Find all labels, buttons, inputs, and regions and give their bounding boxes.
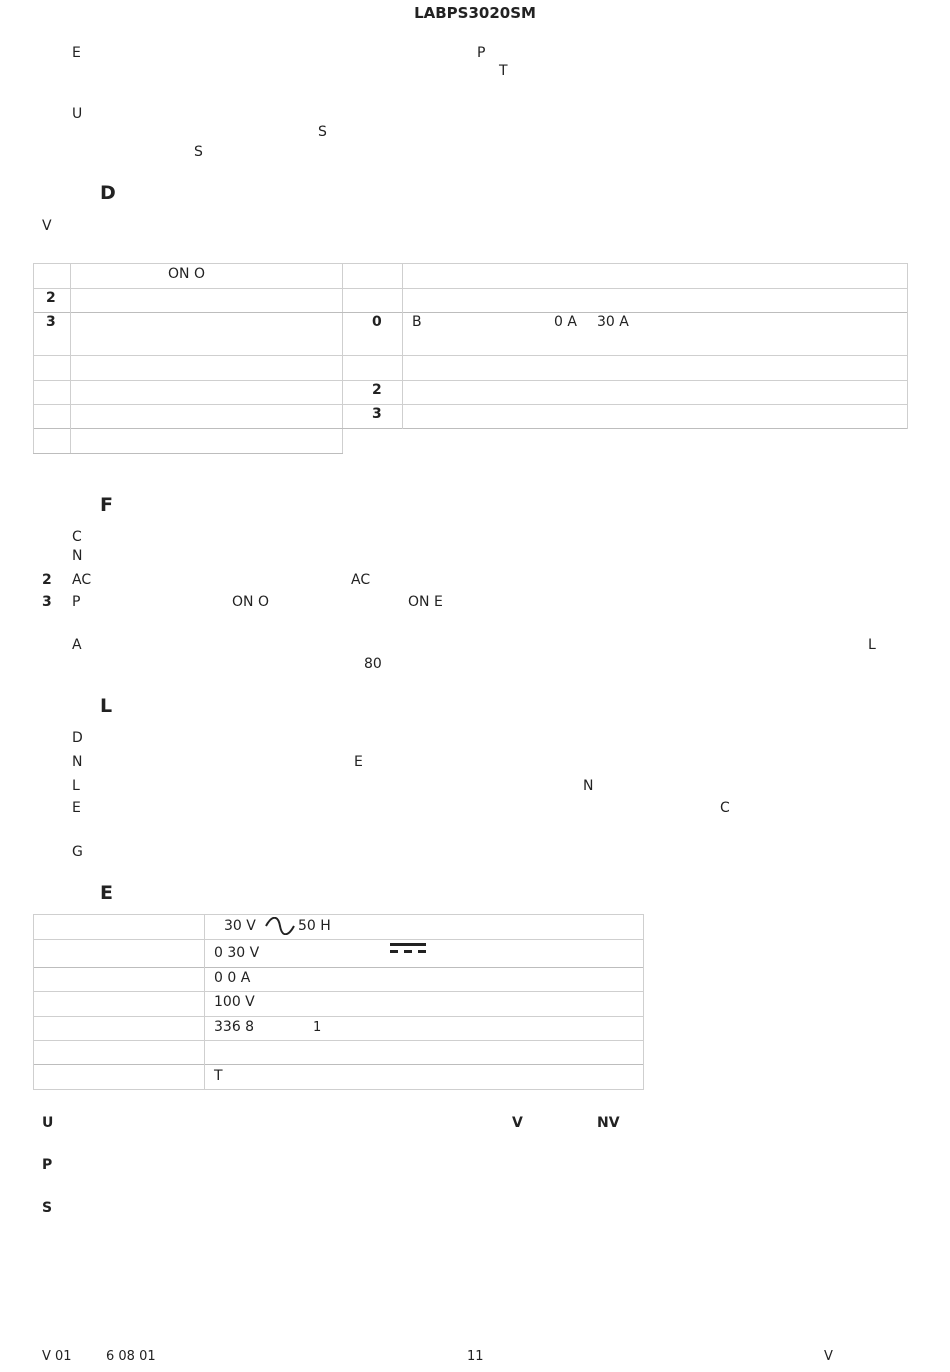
led-item: D — [72, 730, 83, 746]
ac-sine-icon — [264, 917, 296, 935]
spec-value: T — [214, 1068, 223, 1084]
spec-value: 50 H — [298, 918, 331, 934]
function-item: AC — [72, 572, 92, 588]
spec-value: 336 8 — [214, 1019, 255, 1035]
spec-value: 0 0 A — [214, 970, 251, 986]
section-heading-functions: F — [100, 494, 113, 516]
intro-text: S — [194, 144, 203, 160]
table-cell-number: 3 — [372, 406, 382, 422]
spec-value: 30 V — [224, 918, 256, 934]
function-item: ON E — [408, 594, 443, 610]
led-item: C — [720, 800, 730, 816]
spec-value: 1 — [313, 1020, 322, 1035]
led-item: E — [72, 800, 81, 816]
led-item: N — [583, 778, 594, 794]
function-number: 2 — [42, 572, 52, 588]
function-note: A — [72, 637, 82, 653]
intro-text: E — [72, 45, 81, 61]
table-cell-number: 0 — [372, 314, 382, 330]
function-note: L — [868, 637, 876, 653]
function-number: 3 — [42, 594, 52, 610]
table-cell: 0 A — [554, 314, 577, 330]
page-title: LABPS3020SM — [414, 4, 536, 22]
function-item: N — [72, 548, 83, 564]
table-cell: ON O — [168, 266, 205, 282]
function-item: AC — [351, 572, 371, 588]
table-cell-number: 2 — [372, 382, 382, 398]
function-item: C — [72, 529, 82, 545]
note-label: P — [42, 1157, 53, 1173]
spec-value: 0 30 V — [214, 945, 260, 961]
footer-date: 6 08 01 — [106, 1349, 156, 1364]
led-item: N — [72, 754, 83, 770]
function-item: P — [72, 594, 81, 610]
table-cell: 30 A — [597, 314, 629, 330]
page-number: 11 — [467, 1349, 484, 1364]
section-heading-description: D — [100, 182, 116, 204]
description-text: V — [42, 218, 52, 234]
spec-value: 100 V — [214, 994, 255, 1010]
led-item: E — [354, 754, 363, 770]
intro-text: T — [499, 63, 508, 79]
note-label: NV — [597, 1115, 620, 1131]
function-item: ON O — [232, 594, 269, 610]
footer-right: V — [824, 1349, 833, 1364]
footer-version: V 01 — [42, 1349, 72, 1364]
intro-text: U — [72, 106, 83, 122]
dc-symbol-icon — [389, 941, 427, 955]
note-label: U — [42, 1115, 54, 1131]
led-item: L — [72, 778, 80, 794]
intro-text: S — [318, 124, 327, 140]
led-item: G — [72, 844, 83, 860]
table-cell-number: 2 — [46, 290, 56, 306]
section-heading-specs: E — [100, 882, 113, 904]
intro-text: P — [477, 45, 486, 61]
table-cell: B — [412, 314, 422, 330]
function-note: 80 — [364, 656, 382, 672]
table-cell-number: 3 — [46, 314, 56, 330]
note-label: V — [512, 1115, 523, 1131]
note-label: S — [42, 1200, 53, 1216]
section-heading-leds: L — [100, 695, 113, 717]
